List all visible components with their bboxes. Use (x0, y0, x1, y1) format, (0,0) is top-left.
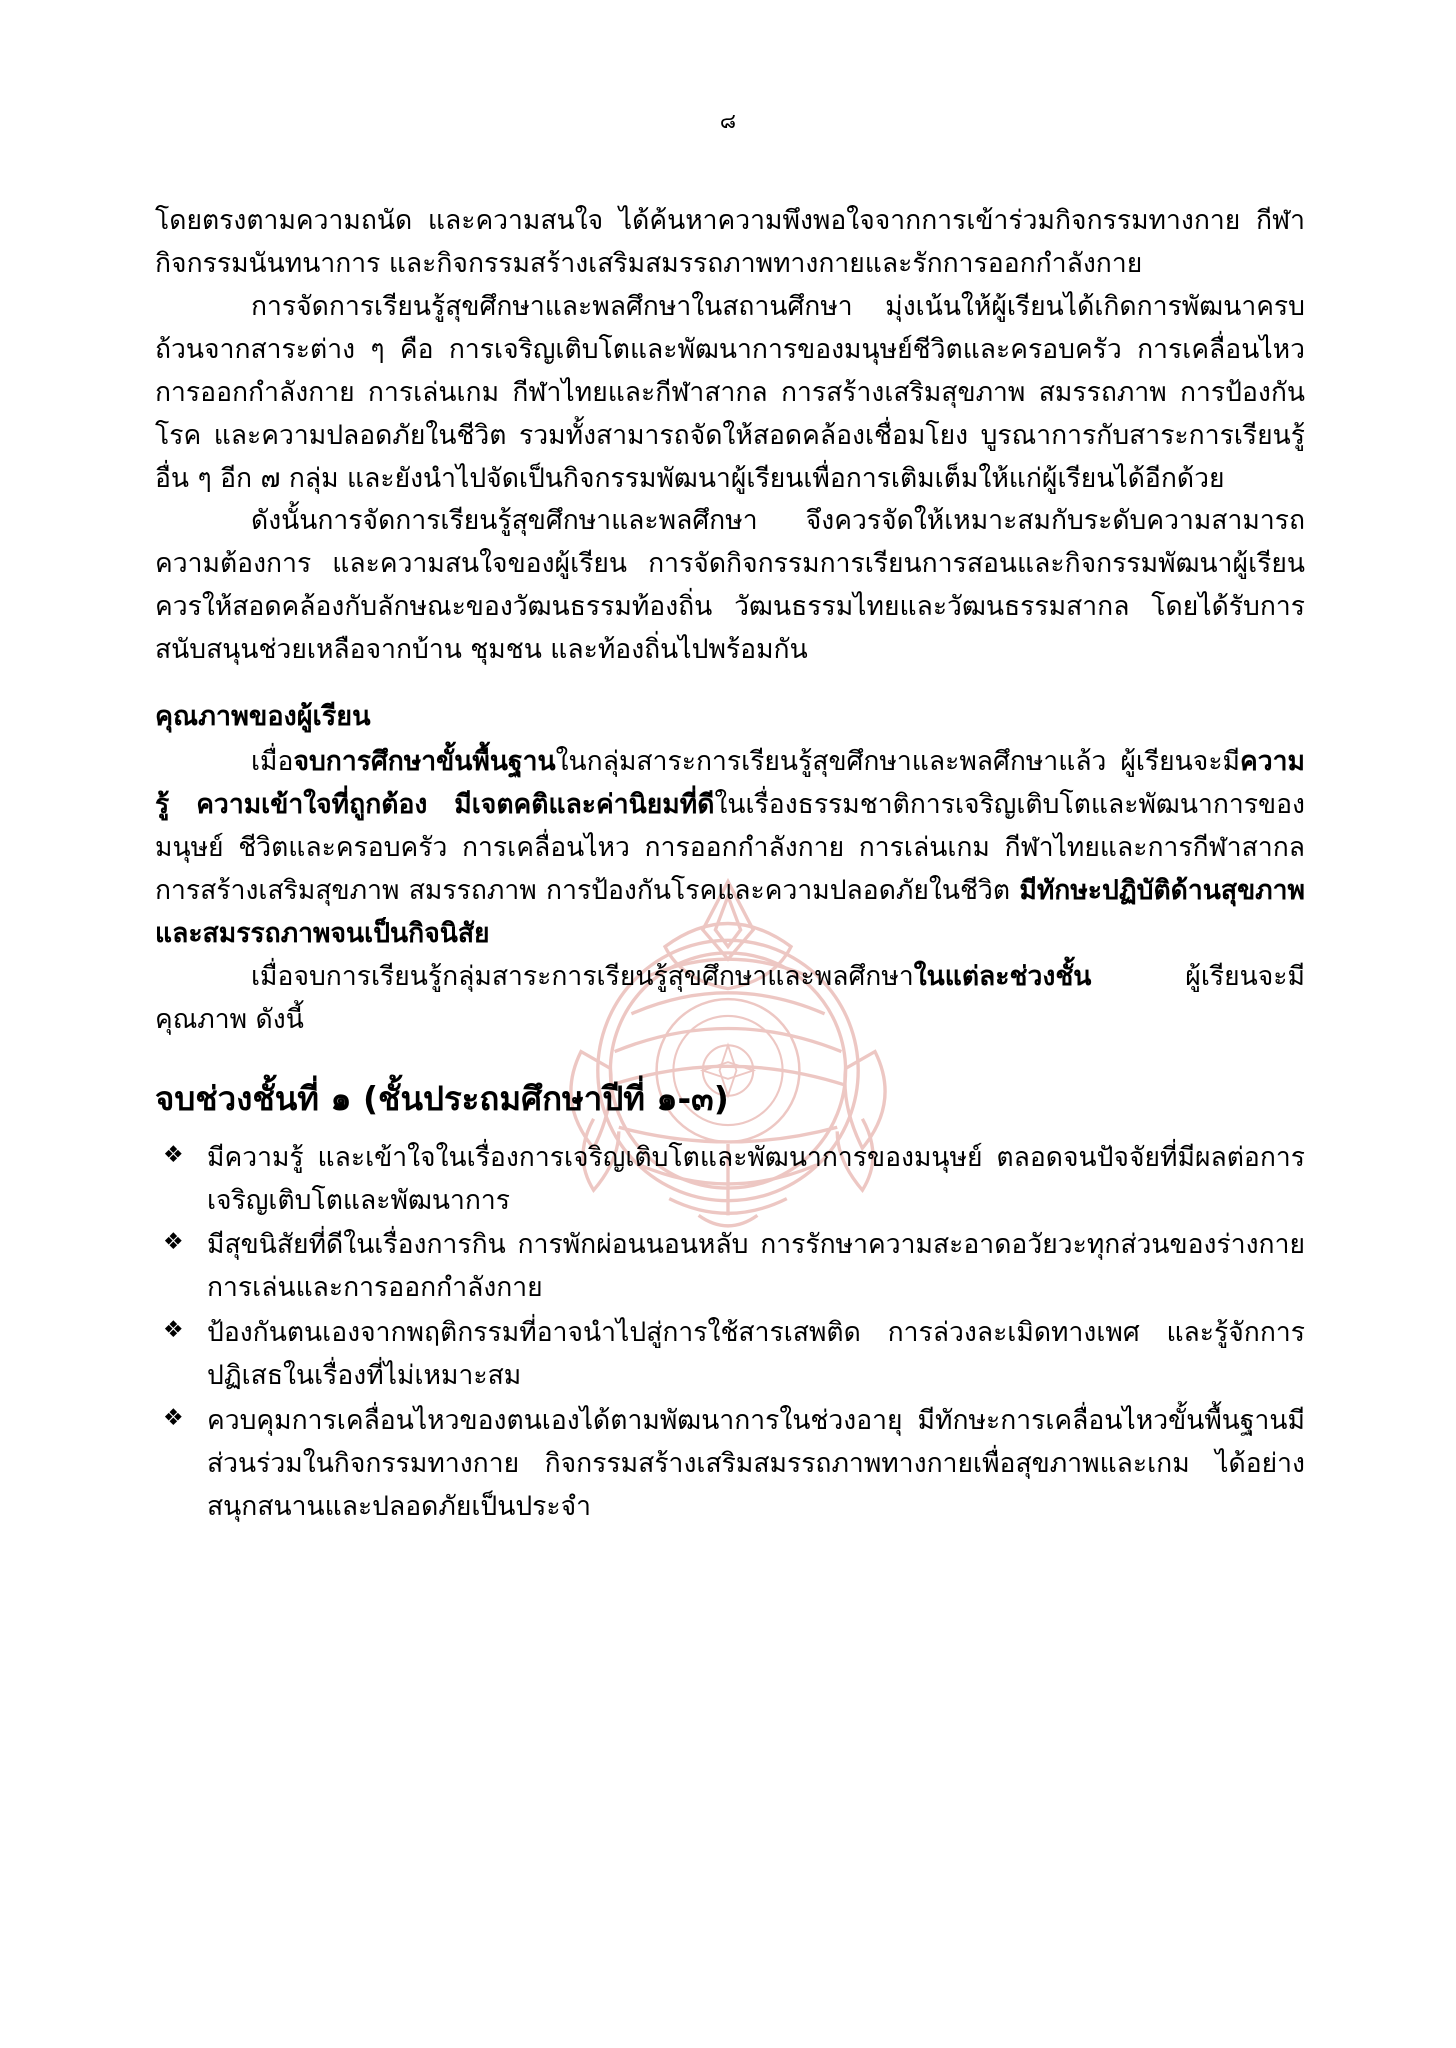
paragraph-1: โดยตรงตามความถนัด และความสนใจ ได้ค้นหาความพึงพอใจจากการเข้าร่วมกิจกรรมทางกาย กีฬา กิจกรรมนันทนาการ และกิจกรรมสร้างเสริมสมรรถภาพทางกายและรักการออกกำลังกาย (155, 205, 1305, 279)
chapter-heading-level-1: จบช่วงชั้นที่ ๑ (ชั้นประถมศึกษาปีที่ ๑-๓) (155, 1078, 729, 1118)
paragraph-2: การจัดการเรียนรู้สุขศึกษาและพลศึกษาในสถานศึกษา มุ่งเน้นให้ผู้เรียนได้เกิดการพัฒนาครบถ้วนจากสาระต่าง ๆ คือ การเจริญเติบโตและพัฒนาการของมนุษย์ชีวิตและครอบครัว การเคลื่อนไหว การออกกำลังกาย การเล่นเกม กีฬาไทยและกีฬาสากล การสร้างเสริมสุขภาพ สมรรถภาพ การป้องกันโรค และความปลอดภัยในชีวิต รวมทั้งสามารถจัดให้สอดคล้องเชื่อมโยง บูรณาการกับสาระการเรียนรู้อื่น ๆ อีก ๗ กลุ่ม และยังนำไปจัดเป็นกิจกรรมพัฒนาผู้เรียนเพื่อการเติมเต็มให้แก่ผู้เรียนได้อีกด้วย (155, 290, 1305, 494)
list-item (155, 1224, 1305, 1310)
list-item-text: มีความรู้ และเข้าใจในเรื่องการเจริญเติบโตและพัฒนาการของมนุษย์ ตลอดจนปัจจัยที่มีผลต่อการเจริญเติบโตและพัฒนาการ (207, 1141, 1305, 1216)
list-item (155, 1400, 1305, 1529)
diamond-bullet-icon: ❖ (163, 1405, 184, 1432)
paragraph-3: ดังนั้นการจัดการเรียนรู้สุขศึกษาและพลศึกษา จึงควรจัดให้เหมาะสมกับระดับความสามารถ ความต้องการ และความสนใจของผู้เรียน การจัดกิจกรรมการเรียนการสอนและกิจกรรมพัฒนาผู้เรียนควรให้สอดคล้องกับลักษณะของวัฒนธรรมท้องถิ่น วัฒนธรรมไทยและวัฒนธรรมสากล โดยได้รับการสนับสนุนช่วยเหลือจากบ้าน ชุมชน และท้องถิ่นไปพร้อมกัน (155, 505, 1305, 666)
diamond-bullet-icon: ❖ (163, 1141, 184, 1168)
list-item-text: มีสุขนิสัยที่ดีในเรื่องการกิน การพักผ่อนนอนหลับ การรักษาความสะอาดอวัยวะทุกส่วนของร่างกาย การเล่นและการออกกำลังกาย (207, 1229, 1305, 1304)
diamond-bullet-icon: ❖ (163, 1317, 184, 1344)
document-body (155, 200, 1305, 1531)
seg-q1-2: ในกลุ่มสาระการเรียนรู้สุขศึกษาและพลศึกษาแล้ว ผู้เรียนจะมี (555, 746, 1241, 778)
diamond-bullet-icon: ❖ (163, 1229, 184, 1256)
seg-q1-0: เมื่อ (251, 746, 294, 778)
seg-q1-1: จบการศึกษาขั้นพื้นฐาน (293, 746, 556, 778)
seg-q1-4: ในเรื่องธรรมชาติการเจริญเติบโตและพัฒนาการของมนุษย์ ชีวิตและครอบครัว การเคลื่อนไหว การออกกำลังกาย การเล่นเกม กีฬาไทยและการกีฬาสากล การสร้างเสริมสุขภาพ สมรรถภาพ การป้องกันโรคและความปลอดภัยในชีวิต (155, 789, 1305, 906)
quality-paragraph-1 (155, 741, 1305, 956)
list-item-text: ควบคุมการเคลื่อนไหวของตนเองได้ตามพัฒนาการในช่วงอายุ มีทักษะการเคลื่อนไหวขั้นพื้นฐานมีส่วนร่วมในกิจกรรมทางกาย กิจกรรมสร้างเสริมสมรรถภาพทางกายเพื่อสุขภาพและเกม ได้อย่างสนุกสนานและปลอดภัยเป็นประจำ (207, 1405, 1305, 1522)
seg-q2-2: ผู้เรียนจะมีคุณภาพ ดังนี้ (155, 960, 1305, 1035)
page-number: ๘ (719, 109, 737, 133)
list-item-text: ป้องกันตนเองจากพฤติกรรมที่อาจนำไปสู่การใช้สารเสพติด การล่วงละเมิดทางเพศ และรู้จักการปฏิเสธในเรื่องที่ไม่เหมาะสม (207, 1317, 1305, 1392)
quality-paragraph-2 (155, 956, 1305, 1042)
seg-q2-0: เมื่อจบการเรียนรู้กลุ่มสาระการเรียนรู้สุขศึกษาและพลศึกษา (251, 960, 914, 992)
list-item (155, 1137, 1305, 1223)
seg-q1-5: มีทักษะปฏิบัติด้านสุขภาพและสมรรถภาพจนเป็นกิจนิสัย (155, 874, 1305, 949)
bullet-list (155, 1137, 1305, 1529)
seg-q1-3: ความรู้ ความเข้าใจที่ถูกต้อง มีเจตคติและค่านิยมที่ดี (155, 746, 1305, 821)
section-heading-student-quality: คุณภาพของผู้เรียน (155, 701, 371, 733)
list-item (155, 1312, 1305, 1398)
seg-q2-1: ในแต่ละช่วงชั้น (913, 960, 1092, 992)
